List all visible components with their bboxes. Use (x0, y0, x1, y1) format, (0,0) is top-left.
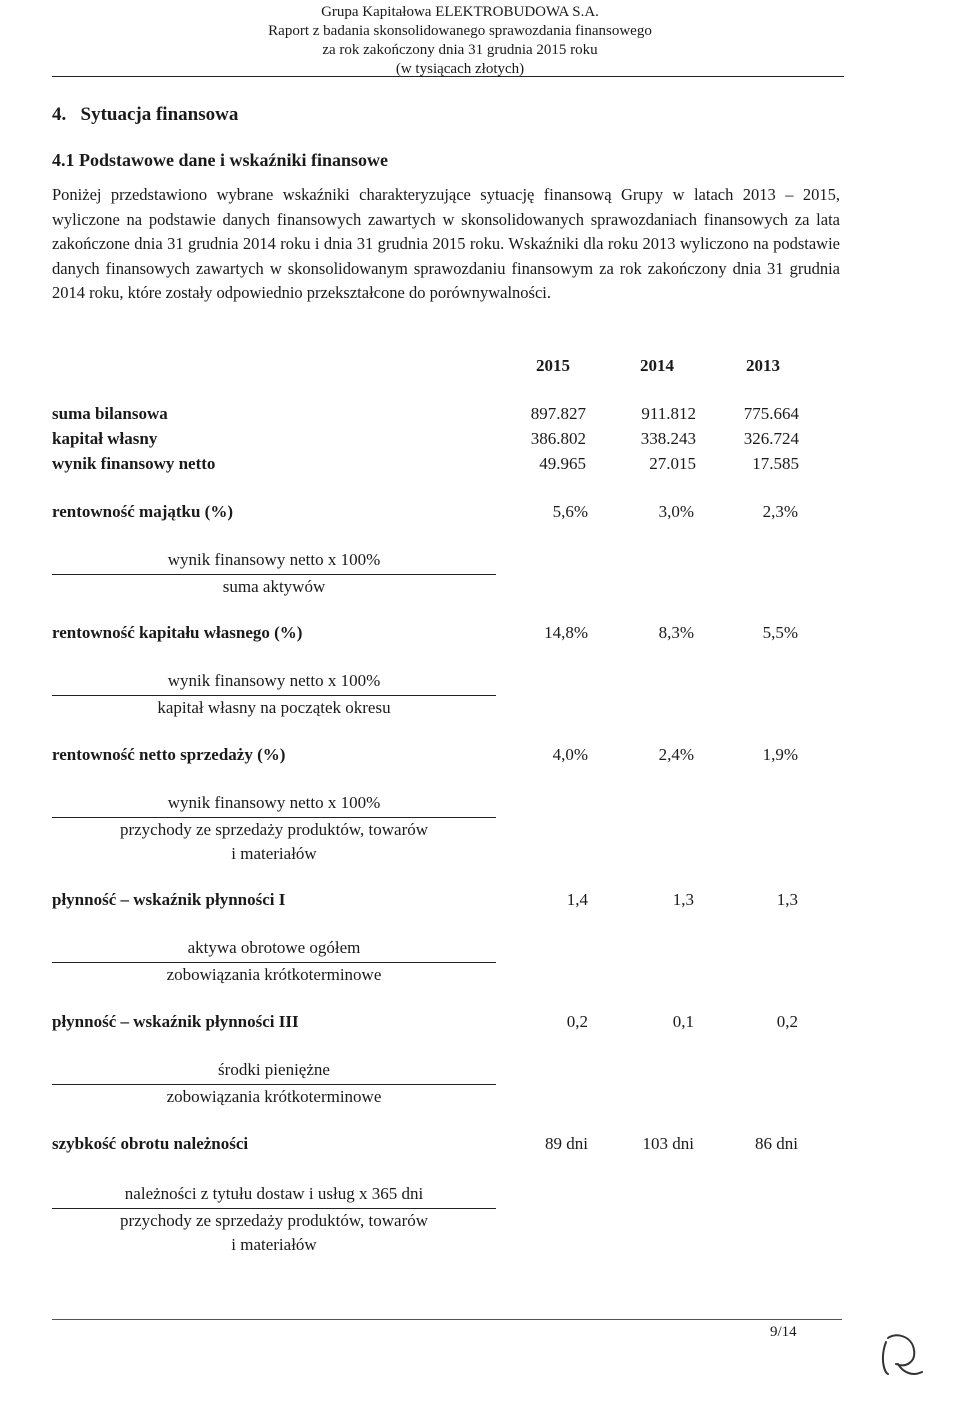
ratio-value-2014: 2,4% (658, 745, 694, 764)
ratio-value-2015: 4,0% (552, 745, 588, 764)
footer-divider (52, 1319, 842, 1320)
ratio-formula (52, 1182, 496, 1257)
ratio-label: płynność – wskaźnik płynności I (52, 890, 286, 909)
ratio-formula (52, 548, 496, 599)
ratio-value-2015: 14,8% (544, 623, 588, 642)
year-header-2014: 2014 (640, 356, 674, 375)
ratio-formula (52, 669, 496, 720)
value-2015: 386.802 (530, 429, 586, 448)
value-2014: 911.812 (641, 404, 696, 423)
ratio-value-2013: 86 dni (755, 1134, 798, 1153)
header-units: (w tysiącach złotych) (395, 61, 525, 77)
report-header (250, 3, 670, 79)
signature-icon (876, 1328, 926, 1382)
ratio-value-2013: 0,2 (776, 1012, 798, 1031)
formula-denominator: przychody ze sprzedaży produktów, towarów (119, 1211, 429, 1230)
formula-denominator: kapitał własny na początek okresu (157, 698, 391, 717)
header-divider (52, 76, 844, 77)
value-2014: 338.243 (640, 429, 696, 448)
formula-denominator: zobowiązania krótkoterminowe (166, 1087, 382, 1106)
ratio-value-2013: 5,5% (762, 623, 798, 642)
value-2013: 17.585 (752, 454, 799, 473)
subsection-title: 4.1 Podstawowe dane i wskaźniki finansowe (52, 150, 389, 170)
value-2014: 27.015 (649, 454, 696, 473)
year-header-2013: 2013 (746, 356, 780, 375)
ratio-value-2015: 0,2 (566, 1012, 588, 1031)
formula-numerator: aktywa obrotowe ogółem (52, 936, 496, 963)
header-report-title: Raport z badania skonsolidowanego sprawozdania finansowego (268, 23, 652, 39)
formula-denominator: suma aktywów (222, 577, 326, 596)
ratio-label: rentowność kapitału własnego (%) (52, 623, 303, 642)
ratio-value-2013: 1,9% (762, 745, 798, 764)
ratio-formula (52, 1058, 496, 1109)
ratio-value-2014: 3,0% (658, 502, 694, 521)
ratio-formula (52, 936, 496, 987)
formula-denominator: zobowiązania krótkoterminowe (166, 965, 382, 984)
ratio-formula (52, 791, 496, 866)
page-number: 9/14 (770, 1324, 797, 1340)
formula-numerator: środki pieniężne (52, 1058, 496, 1085)
formula-numerator: wynik finansowy netto x 100% (52, 791, 496, 818)
ratio-value-2014: 103 dni (642, 1134, 694, 1153)
ratio-value-2013: 1,3 (776, 890, 798, 909)
ratio-label: płynność – wskaźnik płynności III (52, 1012, 299, 1031)
formula-denominator: przychody ze sprzedaży produktów, towarów (119, 820, 429, 839)
ratio-value-2014: 0,1 (672, 1012, 694, 1031)
intro-paragraph: Poniżej przedstawiono wybrane wskaźniki charakteryzujące sytuację finansową Grupy w latach 2013 – 2015, wyliczone na podstawie danych finansowych zawartych w skonsolidowanych sprawozdaniach finansowych za lata zakończone dnia 31 grudnia 2014 roku i dnia 31 grudnia 2015 roku. Wskaźniki dla roku 2013 wyliczono na podstawie danych finansowych zawartych w skonsolidowanym sprawozdaniu finansowym za rok zakończony dnia 31 grudnia 2014 roku, które zostały odpowiednio przekształcone do porównywalności. (52, 185, 840, 302)
header-period: za rok zakończony dnia 31 grudnia 2015 roku (322, 42, 598, 58)
row-label: suma bilansowa (52, 404, 168, 423)
value-2015: 897.827 (530, 404, 586, 423)
ratio-value-2014: 8,3% (658, 623, 694, 642)
ratio-value-2015: 5,6% (552, 502, 588, 521)
header-company: Grupa Kapitałowa ELEKTROBUDOWA S.A. (321, 4, 599, 20)
value-2013: 326.724 (743, 429, 799, 448)
formula-denominator-continued: i materiałów (231, 1235, 317, 1254)
ratio-value-2015: 1,4 (566, 890, 588, 909)
value-2015: 49.965 (539, 454, 586, 473)
row-label: kapitał własny (52, 429, 158, 448)
year-header-2015: 2015 (536, 356, 570, 375)
ratio-value-2014: 1,3 (672, 890, 694, 909)
ratio-value-2013: 2,3% (762, 502, 798, 521)
row-label: wynik finansowy netto (52, 454, 216, 473)
ratio-label: rentowność majątku (%) (52, 502, 234, 521)
formula-numerator: wynik finansowy netto x 100% (52, 548, 496, 575)
ratio-value-2015: 89 dni (545, 1134, 588, 1153)
formula-numerator: wynik finansowy netto x 100% (52, 669, 496, 696)
section-title: 4. Sytuacja finansowa (52, 104, 239, 125)
formula-numerator: należności z tytułu dostaw i usług x 365 dni (52, 1182, 496, 1209)
value-2013: 775.664 (743, 404, 799, 423)
formula-denominator-continued: i materiałów (231, 844, 317, 863)
ratio-label: rentowność netto sprzedaży (%) (52, 745, 286, 764)
ratio-label: szybkość obrotu należności (52, 1134, 249, 1153)
